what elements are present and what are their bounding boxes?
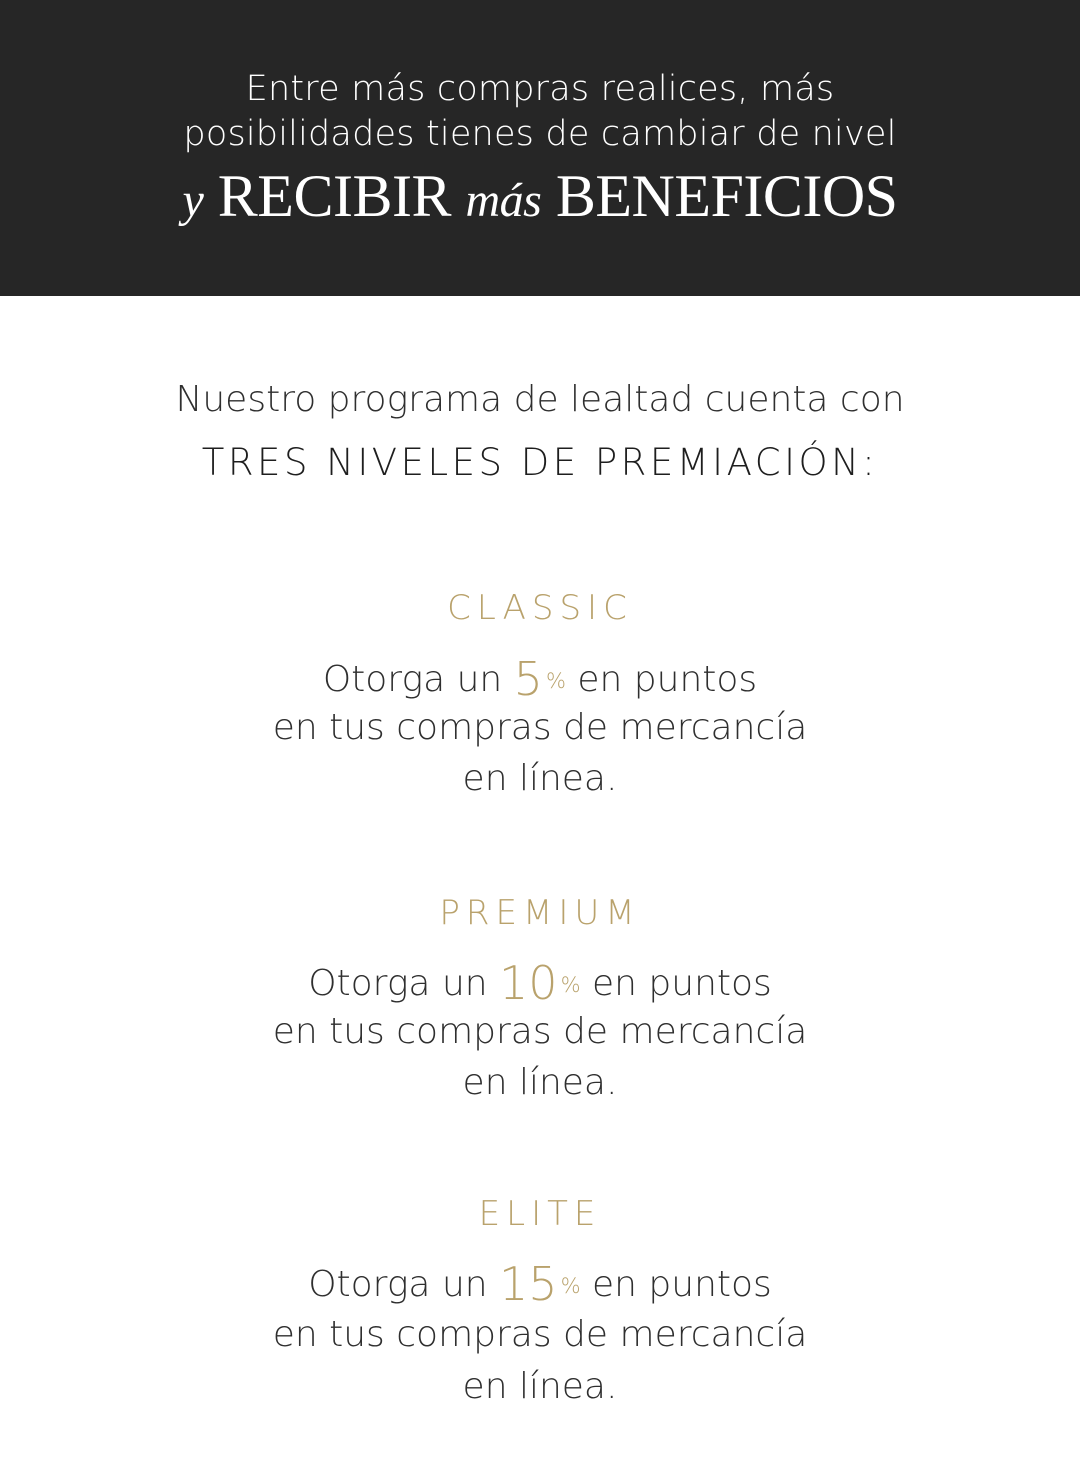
- tier-line-3: en línea.: [462, 1062, 618, 1103]
- banner-line-2: posibilidades tienes de cambiar de nivel: [183, 114, 897, 154]
- tier-percent-value: 15: [499, 1257, 558, 1311]
- tier-suffix: en puntos: [592, 963, 772, 1004]
- tier-name: ELITE: [478, 1194, 602, 1234]
- tier-suffix: en puntos: [592, 1264, 772, 1305]
- intro-title: TRES NIVELES DE PREMIACIÓN:: [201, 441, 879, 484]
- banner-line-1: Entre más compras realices, más: [245, 69, 835, 109]
- tier-benefit-line: [0, 1257, 1080, 1311]
- tier-name: PREMIUM: [439, 893, 641, 933]
- tier-prefix: Otorga un: [308, 963, 488, 1004]
- header-banner: [0, 0, 1080, 296]
- intro-text: Nuestro programa de lealtad cuenta con: [175, 379, 905, 420]
- banner-headline: [0, 163, 1080, 229]
- headline-beneficios: BENEFICIOS: [555, 163, 898, 229]
- tier-line-2: en tus compras de mercancía: [272, 1314, 808, 1355]
- tier-benefit-line: [0, 652, 1080, 706]
- tier-benefit-line: [0, 956, 1080, 1010]
- tier-line-3: en línea.: [462, 1366, 618, 1407]
- tier-name: CLASSIC: [447, 588, 633, 628]
- percent-sign: %: [560, 973, 581, 997]
- headline-y: y: [182, 174, 204, 227]
- headline-recibir: RECIBIR: [217, 163, 451, 229]
- percent-sign: %: [560, 1274, 581, 1298]
- percent-sign: %: [545, 669, 566, 693]
- tier-percent-value: 5: [513, 652, 543, 706]
- tier-suffix: en puntos: [577, 659, 758, 700]
- tier-line-2: en tus compras de mercancía: [272, 1011, 808, 1052]
- tier-prefix: Otorga un: [308, 1264, 488, 1305]
- tier-prefix: Otorga un: [322, 659, 503, 700]
- tier-percent-value: 10: [499, 956, 558, 1010]
- tier-line-3: en línea.: [462, 758, 618, 799]
- tier-line-2: en tus compras de mercancía: [272, 707, 808, 748]
- headline-mas: más: [465, 174, 542, 227]
